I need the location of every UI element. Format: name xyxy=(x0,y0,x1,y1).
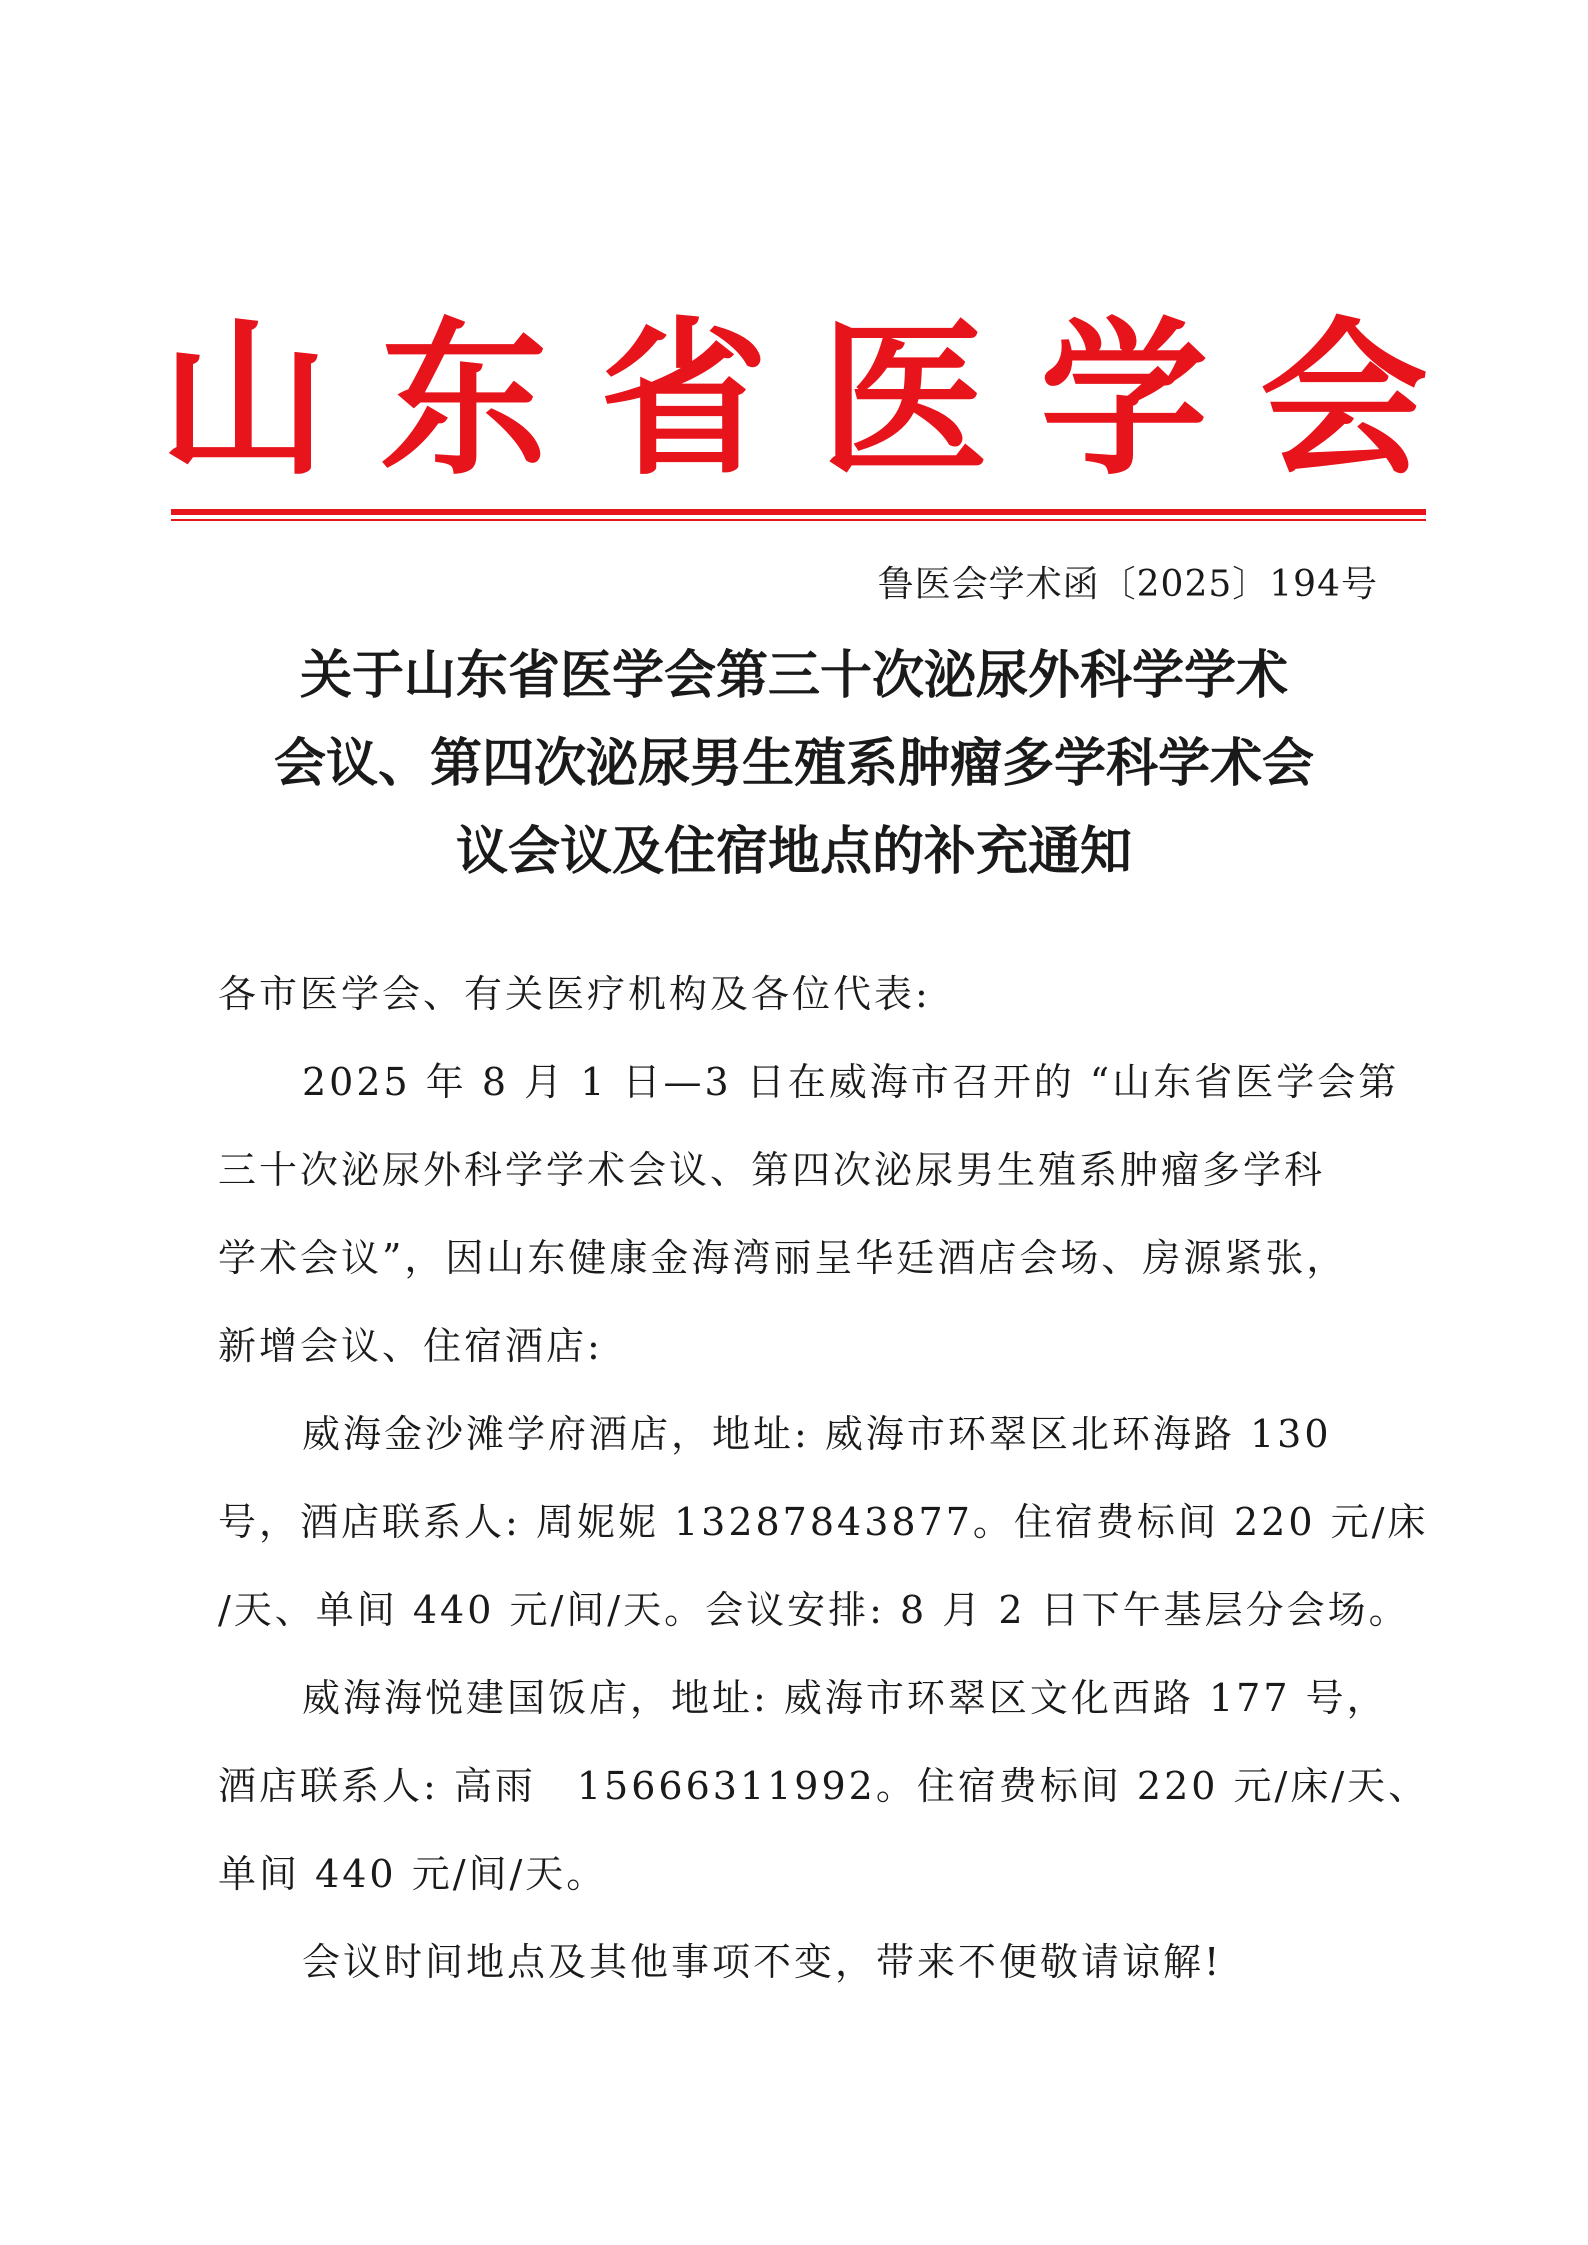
body-line: 学术会议”，因山东健康金海湾丽呈华廷酒店会场、房源紧张， xyxy=(218,1236,1348,1280)
red-divider-thin xyxy=(171,519,1426,521)
title-line: 议会议及住宿地点的补充通知 xyxy=(455,822,1132,882)
document-title xyxy=(200,632,1388,896)
document-body xyxy=(218,950,1430,2006)
masthead-char: 会 xyxy=(1260,302,1428,498)
body-line: 酒店联系人: 高雨 15666311992。住宿费标间 220 元/床/天、 xyxy=(218,1764,1430,1808)
body-line: 三十次泌尿外科学学术会议、第四次泌尿男生殖系肿瘤多学科 xyxy=(218,1148,1326,1192)
document-number: 鲁医会学术函〔2025〕194号 xyxy=(877,564,1378,605)
body-line: /天、单间 440 元/间/天。会议安排: 8 月 2 日下午基层分会场。 xyxy=(218,1588,1410,1632)
red-divider-thick xyxy=(171,509,1426,515)
body-line: 2025 年 8 月 1 日—3 日在威海市召开的 “山东省医学会第 xyxy=(302,1060,1400,1104)
body-line: 单间 440 元/间/天。 xyxy=(218,1852,608,1896)
masthead-char: 东 xyxy=(380,302,548,498)
body-line: 威海金沙滩学府酒店，地址: 威海市环翠区北环海路 130 xyxy=(302,1412,1332,1456)
closing-line: 会议时间地点及其他事项不变，带来不便敬请谅解! xyxy=(302,1940,1223,1984)
masthead-char: 省 xyxy=(600,302,768,498)
salutation: 各市医学会、有关医疗机构及各位代表: xyxy=(218,972,931,1016)
body-line: 新增会议、住宿酒店: xyxy=(218,1324,603,1368)
body-line: 威海海悦建国饭店，地址: 威海市环翠区文化西路 177 号， xyxy=(302,1676,1388,1720)
title-line: 关于山东省医学会第三十次泌尿外科学学术 xyxy=(299,646,1288,706)
masthead-char: 学 xyxy=(1040,302,1208,498)
masthead-org-name xyxy=(160,300,1428,500)
masthead-char: 山 xyxy=(160,302,328,498)
masthead-char: 医 xyxy=(820,302,988,498)
body-line: 号，酒店联系人: 周妮妮 13287843877。住宿费标间 220 元/床 xyxy=(218,1500,1429,1544)
title-line: 会议、第四次泌尿男生殖系肿瘤多学科学术会 xyxy=(273,734,1314,794)
